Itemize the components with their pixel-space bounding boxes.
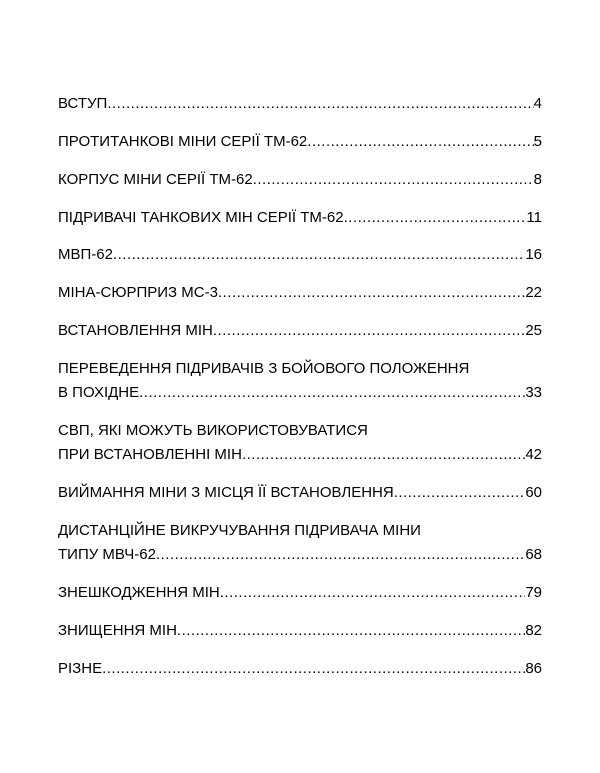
toc-line xyxy=(58,209,542,227)
toc-page-number: 79 xyxy=(525,584,542,601)
toc-title: ВСТУП xyxy=(58,95,108,112)
toc-leader-dots xyxy=(242,446,525,464)
toc-leader-dots xyxy=(139,384,525,402)
toc-entry xyxy=(58,322,542,340)
toc-entry xyxy=(58,522,542,564)
toc-page-number: 16 xyxy=(525,246,542,263)
toc-leader-dots xyxy=(213,322,525,340)
toc-line xyxy=(58,322,542,340)
toc-line xyxy=(58,546,542,564)
toc-title-line: ПЕРЕВЕДЕННЯ ПІДРИВАЧІВ З БОЙОВОГО ПОЛОЖЕННЯ xyxy=(58,360,470,377)
toc-line xyxy=(58,95,542,113)
toc-entry xyxy=(58,622,542,640)
toc-title: КОРПУС МІНИ СЕРІЇ ТМ-62 xyxy=(58,171,253,188)
toc-line xyxy=(58,171,542,189)
toc-leader-dots xyxy=(344,209,527,227)
toc-line xyxy=(58,622,542,640)
toc-entry xyxy=(58,484,542,502)
toc-page-number: 8 xyxy=(533,171,542,188)
toc-page-number: 25 xyxy=(525,322,542,339)
toc-entry xyxy=(58,284,542,302)
toc-title: ЗНЕШКОДЖЕННЯ МІН xyxy=(58,584,220,601)
toc-page-number: 22 xyxy=(525,284,542,301)
toc-title: ВСТАНОВЛЕННЯ МІН xyxy=(58,322,213,339)
toc-title-line: СВП, ЯКІ МОЖУТЬ ВИКОРИСТОВУВАТИСЯ xyxy=(58,422,368,439)
toc-title: В ПОХІДНЕ xyxy=(58,384,140,401)
toc-line xyxy=(58,246,542,264)
toc-title: ЗНИЩЕННЯ МІН xyxy=(58,622,177,639)
toc-title: ПРОТИТАНКОВІ МІНИ СЕРІЇ ТМ-62 xyxy=(58,133,308,150)
toc-entry xyxy=(58,133,542,151)
toc-title: МВП-62 xyxy=(58,246,113,263)
table-of-contents xyxy=(58,95,542,678)
toc-line xyxy=(58,384,542,402)
toc-page-number: 11 xyxy=(526,209,542,226)
toc-entry xyxy=(58,171,542,189)
toc-leader-dots xyxy=(113,246,525,264)
toc-entry xyxy=(58,246,542,264)
toc-line xyxy=(58,133,542,151)
toc-title: РІЗНЕ xyxy=(58,660,103,677)
toc-entry xyxy=(58,584,542,602)
toc-leader-dots xyxy=(220,584,526,602)
toc-leader-dots xyxy=(102,660,525,678)
toc-entry xyxy=(58,422,542,464)
toc-title: ВИЙМАННЯ МІНИ З МІСЦЯ ЇЇ ВСТАНОВЛЕННЯ xyxy=(58,484,394,501)
toc-title: МІНА-СЮРПРИЗ МС-3 xyxy=(58,284,218,301)
toc-page-number: 60 xyxy=(525,484,542,501)
toc-page-number: 4 xyxy=(533,95,542,112)
toc-leader-dots xyxy=(107,95,533,113)
toc-entry xyxy=(58,360,542,402)
toc-page-number: 86 xyxy=(525,660,542,677)
toc-leader-dots xyxy=(218,284,525,302)
toc-line xyxy=(58,446,542,464)
toc-entry xyxy=(58,95,542,113)
toc-title: ТИПУ МВЧ-62 xyxy=(58,546,156,563)
toc-line xyxy=(58,584,542,602)
toc-leader-dots xyxy=(156,546,525,564)
toc-title-line: ДИСТАНЦІЙНЕ ВИКРУЧУВАННЯ ПІДРИВАЧА МІНИ xyxy=(58,522,421,539)
toc-line xyxy=(58,284,542,302)
toc-leader-dots xyxy=(394,484,526,502)
toc-page-number: 33 xyxy=(525,384,542,401)
toc-title: ПІДРИВАЧІ ТАНКОВИХ МІН СЕРІЇ ТМ-62 xyxy=(58,209,344,226)
toc-leader-dots xyxy=(177,622,525,640)
toc-title: ПРИ ВСТАНОВЛЕННІ МІН xyxy=(58,446,242,463)
toc-line xyxy=(58,484,542,502)
toc-page-number: 82 xyxy=(525,622,542,639)
toc-leader-dots xyxy=(307,133,533,151)
toc-page-number: 5 xyxy=(533,133,542,150)
toc-leader-dots xyxy=(253,171,534,189)
toc-page-number: 42 xyxy=(525,446,542,463)
toc-page-number: 68 xyxy=(525,546,542,563)
toc-entry xyxy=(58,660,542,678)
toc-line xyxy=(58,660,542,678)
toc-entry xyxy=(58,209,542,227)
